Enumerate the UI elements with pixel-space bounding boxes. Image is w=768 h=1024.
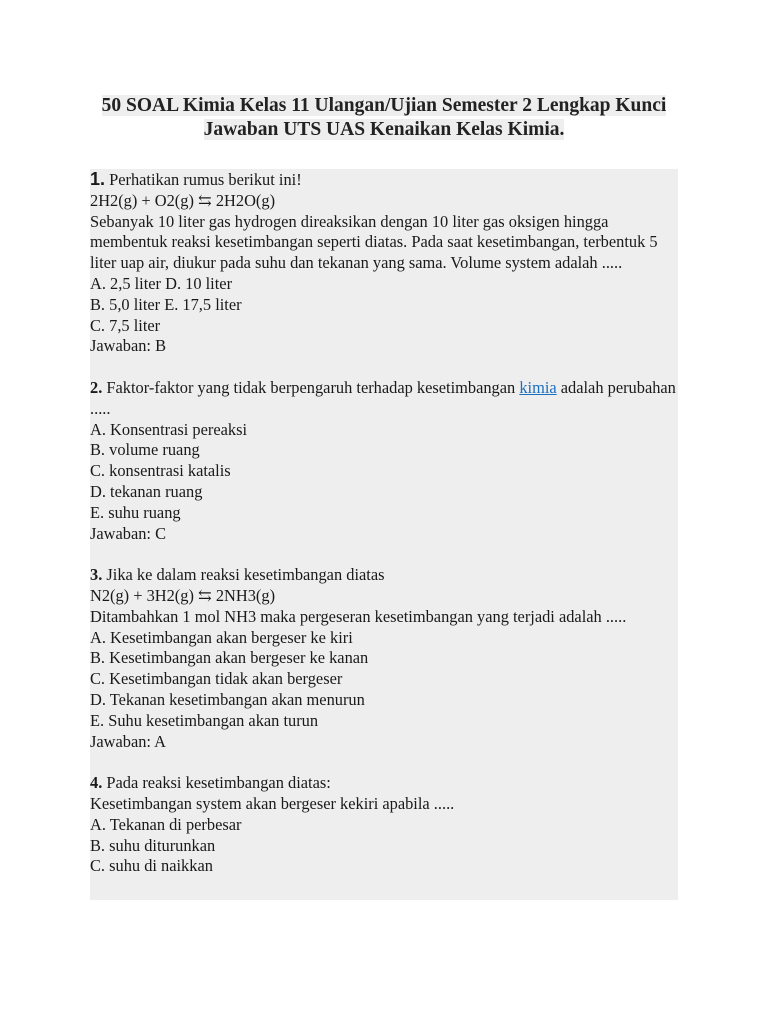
page-title <box>84 94 684 142</box>
question-1-formula: 2H2(g) + O2(g) ⇆ 2H2O(g) <box>90 190 276 210</box>
question-2-number: 2. <box>90 377 103 397</box>
question-list <box>90 169 678 900</box>
question-4 <box>90 773 678 877</box>
question-2-text-before-link: Faktor-faktor yang tidak berpengaruh terhadap kesetimbangan <box>102 377 520 397</box>
question-2-prompt <box>90 378 678 420</box>
question-1-prompt <box>90 169 678 191</box>
question-4-prompt <box>90 773 678 794</box>
question-2-option-5: E. suhu ruang <box>90 502 181 522</box>
question-1-text: Sebanyak 10 liter gas hydrogen direaksikan dengan 10 liter gas oksigen hingga membentuk reaksi kesetimbangan seperti diatas. Pada saat kesetimbangan, terbentuk 5 liter uap air, diukur pada suhu dan tekanan yang sama. Volume system adalah ..... <box>90 211 658 273</box>
question-1 <box>90 169 678 357</box>
question-3-text: Ditambahkan 1 mol NH3 maka pergeseran kesetimbangan yang terjadi adalah ..... <box>90 606 627 626</box>
question-3-prompt <box>90 565 678 586</box>
question-4-option-2: B. suhu diturunkan <box>90 835 216 855</box>
question-1-option-2: B. 5,0 liter E. 17,5 liter <box>90 294 242 314</box>
question-2-answer: Jawaban: C <box>90 523 167 543</box>
question-3-formula: N2(g) + 3H2(g) ⇆ 2NH3(g) <box>90 585 276 605</box>
question-2-option-2: B. volume ruang <box>90 440 200 460</box>
question-1-answer: Jawaban: B <box>90 336 167 356</box>
question-4-text: Kesetimbangan system akan bergeser kekiri apabila ..... <box>90 793 455 813</box>
kimia-link[interactable]: kimia <box>519 377 557 397</box>
page-title-line-2: Jawaban UTS UAS Kenaikan Kelas Kimia. <box>203 119 565 140</box>
page-title-line-1: 50 SOAL Kimia Kelas 11 Ulangan/Ujian Semester 2 Lengkap Kunci <box>101 95 667 116</box>
question-1-option-3: C. 7,5 liter <box>90 315 161 335</box>
question-4-number: 4. <box>90 773 103 793</box>
question-2 <box>90 378 678 544</box>
question-2-option-1: A. Konsentrasi pereaksi <box>90 419 248 439</box>
question-1-prompt-text: Perhatikan rumus berikut ini! <box>105 170 302 189</box>
question-4-prompt-text: Pada reaksi kesetimbangan diatas: <box>102 773 331 793</box>
question-1-option-1: A. 2,5 liter D. 10 liter <box>90 273 233 293</box>
question-2-option-3: C. konsentrasi katalis <box>90 461 231 481</box>
question-3-prompt-text: Jika ke dalam reaksi kesetimbangan diatas <box>102 565 385 585</box>
question-3-option-1: A. Kesetimbangan akan bergeser ke kiri <box>90 627 353 647</box>
question-3-option-4: D. Tekanan kesetimbangan akan menurun <box>90 689 365 709</box>
question-3-answer: Jawaban: A <box>90 731 167 751</box>
question-2-text-after-link: adalah perubahan ..... <box>90 377 676 418</box>
question-1-number: 1. <box>90 169 106 189</box>
question-2-option-4: D. tekanan ruang <box>90 481 203 501</box>
question-3-option-3: C. Kesetimbangan tidak akan bergeser <box>90 669 343 689</box>
question-3-option-5: E. Suhu kesetimbangan akan turun <box>90 710 319 730</box>
question-4-option-1: A. Tekanan di perbesar <box>90 814 242 834</box>
question-4-option-3: C. suhu di naikkan <box>90 856 213 876</box>
question-3-option-2: B. Kesetimbangan akan bergeser ke kanan <box>90 648 369 668</box>
question-3 <box>90 565 678 752</box>
question-3-number: 3. <box>90 565 103 585</box>
